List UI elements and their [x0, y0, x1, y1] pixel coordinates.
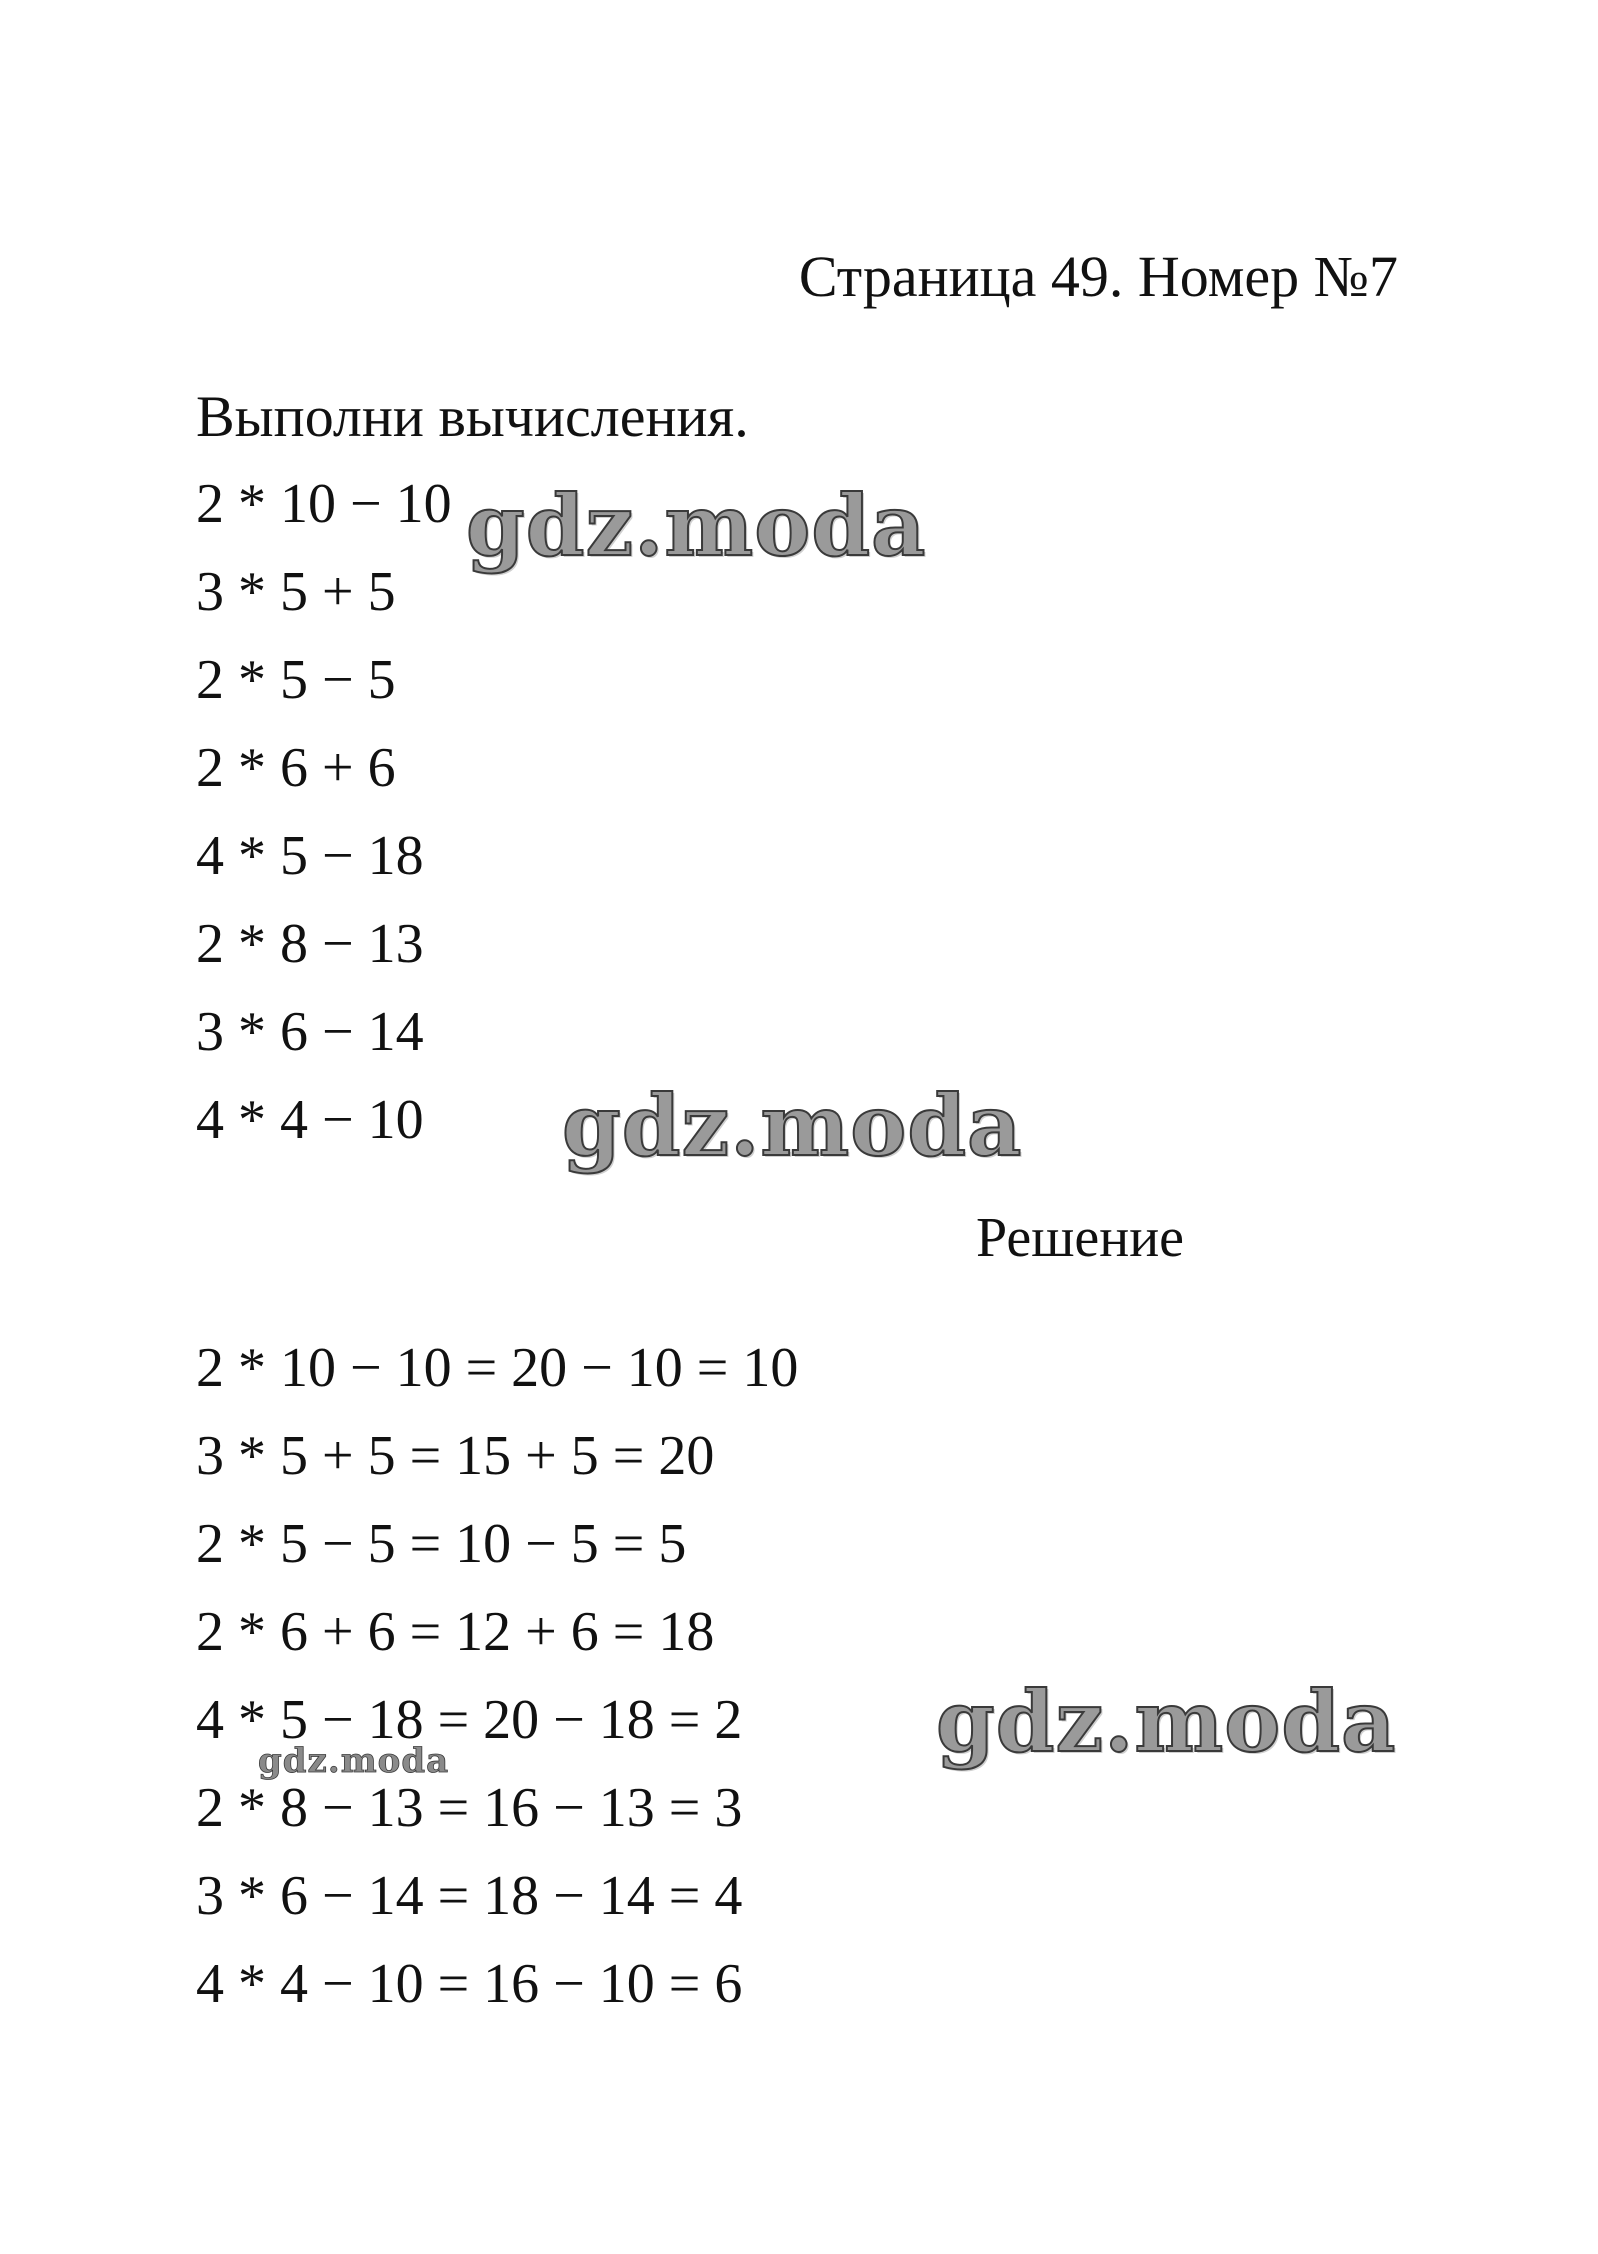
watermark-logo: gdz.moda [466, 476, 927, 575]
solution-line: 2 * 6 + 6 = 12 + 6 = 18 [196, 1601, 715, 1663]
task-expression: 4 * 4 − 10 [196, 1089, 424, 1151]
task-expression: 4 * 5 − 18 [196, 825, 424, 887]
task-expression: 3 * 6 − 14 [196, 1001, 424, 1063]
solution-line: 4 * 4 − 10 = 16 − 10 = 6 [196, 1953, 743, 2015]
solution-line: 4 * 5 − 18 = 20 − 18 = 2 [196, 1689, 743, 1751]
solution-line: 3 * 6 − 14 = 18 − 14 = 4 [196, 1865, 743, 1927]
solution-heading: Решение [976, 1207, 1185, 1269]
solution-line: 3 * 5 + 5 = 15 + 5 = 20 [196, 1425, 715, 1487]
solution-line: 2 * 5 − 5 = 10 − 5 = 5 [196, 1513, 687, 1575]
watermark-logo: gdz.moda [258, 1741, 450, 1781]
watermark-logo: gdz.moda [936, 1672, 1397, 1771]
task-expression: 2 * 10 − 10 [196, 473, 452, 535]
task-expression: 2 * 5 − 5 [196, 649, 396, 711]
task-expression: 3 * 5 + 5 [196, 561, 396, 623]
task-expression: 2 * 6 + 6 [196, 737, 396, 799]
solution-line: 2 * 8 − 13 = 16 − 13 = 3 [196, 1777, 743, 1839]
page-header: Страница 49. Номер №7 [798, 244, 1398, 309]
solution-line: 2 * 10 − 10 = 20 − 10 = 10 [196, 1337, 799, 1399]
task-title: Выполни вычисления. [196, 384, 749, 449]
task-expression: 2 * 8 − 13 [196, 913, 424, 975]
watermark-logo: gdz.moda [562, 1076, 1023, 1175]
